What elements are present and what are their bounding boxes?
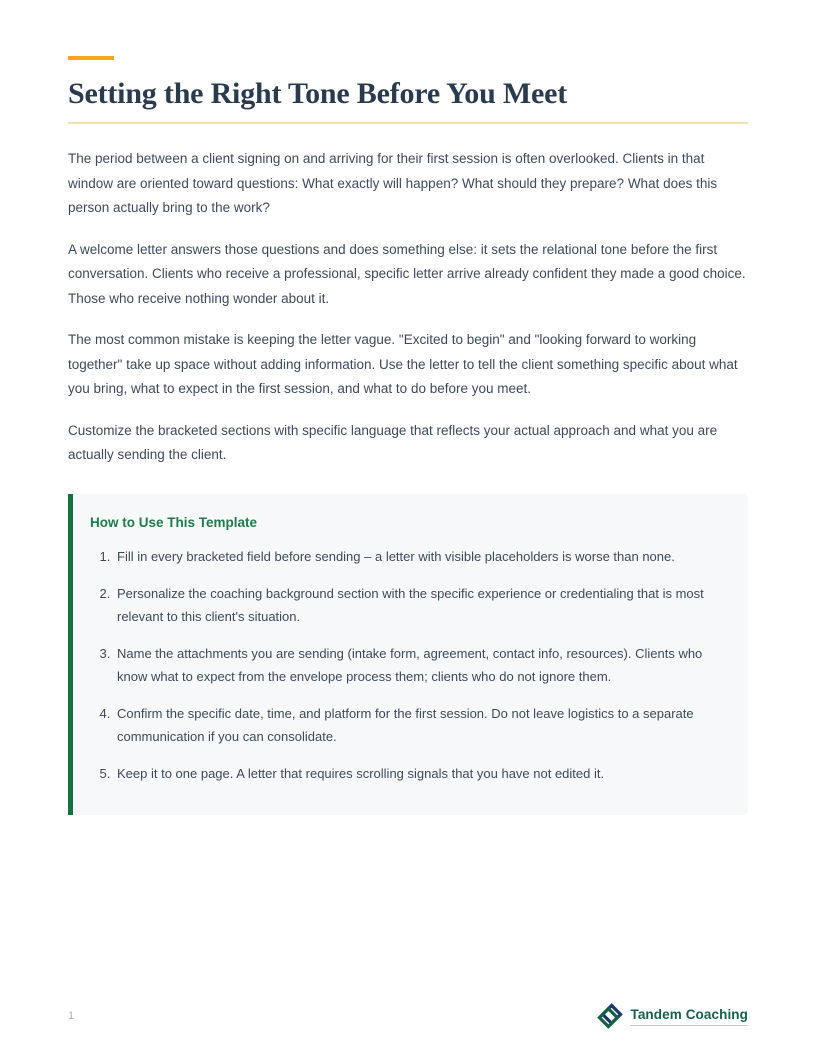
callout-item-text: Confirm the specific date, time, and platform for the first session. Do not leave logistics to a separate communication if you can consolidate. [117, 705, 694, 744]
callout-list-item [114, 582, 724, 628]
callout-list-item [114, 545, 724, 568]
callout-item-text: Personalize the coaching background section with the specific experience or credentialing that is most relevant to this client's situation. [117, 585, 704, 624]
callout-list-item [114, 762, 724, 785]
intro-paragraph: Customize the bracketed sections with specific language that reflects your actual approach and what you are actually sending the client. [68, 422, 718, 462]
diamond-logo-icon [597, 1003, 623, 1029]
how-to-use-callout [68, 494, 748, 815]
callout-item-text: Fill in every bracketed field before sending – a letter with visible placeholders is worse than none. [117, 548, 675, 564]
title-divider [68, 122, 748, 124]
callout-item-text: Name the attachments you are sending (intake form, agreement, contact info, resources). Clients who know what to expect from the envelope process them; clients who do not ignore them. [117, 645, 703, 684]
accent-bar [68, 56, 114, 60]
page-number: 1 [68, 1010, 75, 1022]
intro-paragraph: A welcome letter answers those questions and does something else: it sets the relational tone before the first conversation. Clients who receive a professional, specific letter arrive already confident they made a good choice. Those who receive nothing wonder about it. [68, 241, 746, 306]
callout-list-item [114, 642, 724, 688]
page-footer [68, 1000, 748, 1032]
intro-paragraph: The period between a client signing on and arriving for their first session is often overlooked. Clients in that window are oriented toward questions: What exactly will happen? What should they prepare? What does this person actually bring to the work? [68, 151, 718, 215]
callout-list [90, 545, 724, 785]
page-title: Setting the Right Tone Before You Meet [68, 77, 568, 110]
intro-paragraph: The most common mistake is keeping the letter vague. "Excited to begin" and "looking forward to working together" take up space without adding information. Use the letter to tell the client something specific about what you bring, what to expect in the first session, and what to do before you meet. [68, 332, 738, 396]
logo-text: Tandem Coaching [630, 1007, 748, 1026]
tandem-coaching-logo [597, 1003, 748, 1029]
callout-item-text: Keep it to one page. A letter that requires scrolling signals that you have not edited it. [117, 765, 605, 781]
intro-section [68, 147, 748, 468]
callout-title: How to Use This Template [90, 514, 258, 530]
callout-list-item [114, 702, 724, 748]
document-content [68, 0, 748, 815]
